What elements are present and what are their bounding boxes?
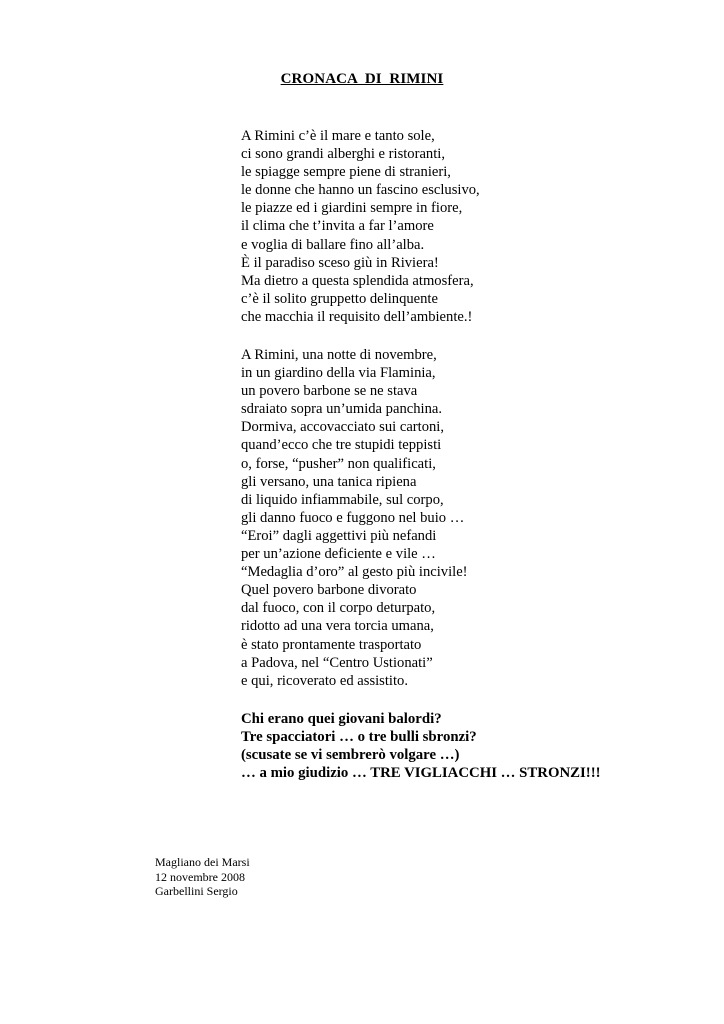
poem-line: c’è il solito gruppetto delinquente (241, 290, 438, 307)
poem-line: e qui, ricoverato ed assistito. (241, 672, 408, 689)
poem-line: Chi erano quei giovani balordi? (241, 711, 442, 727)
signature-author: Garbellini Sergio (155, 884, 238, 898)
poem-line: È il paradiso sceso giù in Riviera! (241, 254, 439, 271)
stanza-3 (241, 710, 601, 782)
poem-title: CRONACA DI RIMINI (280, 71, 444, 87)
poem-line: Dormiva, accovacciato sui cartoni, (241, 419, 445, 436)
poem-line: … a mio giudizio … TRE VIGLIACCHI … STRONZI!!! (241, 765, 601, 782)
poem-line: Quel povero barbone divorato (241, 582, 417, 599)
poem-line: ridotto ad una vera torcia umana, (241, 618, 434, 635)
signature-block (155, 855, 250, 899)
poem-line: di liquido infiammabile, sul corpo, (241, 491, 444, 508)
poem-line: a Padova, nel “Centro Ustionati” (241, 654, 433, 671)
poem-line: il clima che t’invita a far l’amore (241, 218, 434, 235)
poem-line: “Medaglia d’oro” al gesto più incivile! (241, 564, 468, 581)
poem-line: che macchia il requisito dell’ambiente.! (241, 308, 473, 325)
poem-line: quand’ecco che tre stupidi teppisti (241, 437, 442, 454)
poem-line: Ma dietro a questa splendida atmosfera, (241, 272, 474, 289)
poem-line: sdraiato sopra un’umida panchina. (241, 401, 443, 418)
poem-line: le piazze ed i giardini sempre in fiore, (241, 200, 463, 217)
poem-line: gli versano, una tanica ripiena (241, 473, 417, 490)
poem-line: le spiagge sempre piene di stranieri, (241, 164, 451, 181)
signature-place: Magliano dei Marsi (155, 855, 250, 869)
poem-line: Tre spacciatori … o tre bulli sbronzi? (241, 729, 477, 746)
poem-line: in un giardino della via Flaminia, (241, 365, 436, 382)
poem-line: è stato prontamente trasportato (241, 636, 422, 653)
poem-line: A Rimini, una notte di novembre, (241, 347, 437, 363)
poem-line: o, forse, “pusher” non qualificati, (241, 455, 436, 472)
signature-date: 12 novembre 2008 (155, 869, 245, 884)
poem-line: per un’azione deficiente e vile … (241, 546, 436, 563)
stanza-1 (241, 127, 480, 326)
poem-line: (scusate se vi sembrerò volgare …) (241, 747, 460, 764)
poem-line: ci sono grandi alberghi e ristoranti, (241, 146, 445, 163)
poem-line: dal fuoco, con il corpo deturpato, (241, 600, 436, 617)
poem-line: le donne che hanno un fascino esclusivo, (241, 182, 480, 199)
poem-line: A Rimini c’è il mare e tanto sole, (241, 128, 435, 144)
poem-line: “Eroi” dagli aggettivi più nefandi (241, 527, 437, 544)
poem-line: un povero barbone se ne stava (241, 383, 418, 400)
poem-line: gli danno fuoco e fuggono nel buio … (241, 509, 465, 526)
poem-line: e voglia di ballare fino all’alba. (241, 236, 425, 253)
stanza-2 (241, 346, 468, 690)
